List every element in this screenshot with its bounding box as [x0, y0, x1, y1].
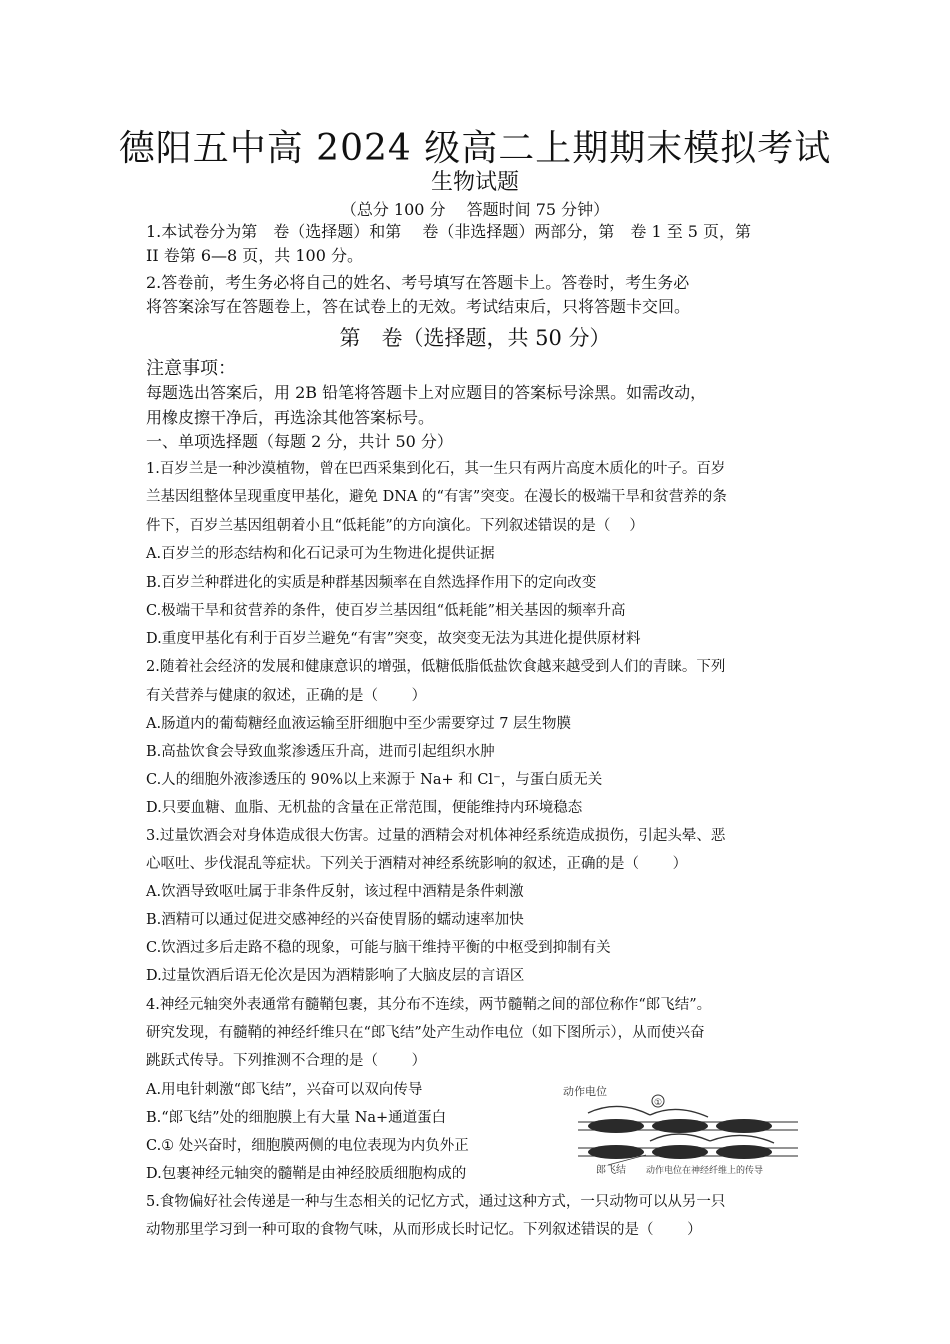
section-title: 第 卷（选择题，共 50 分）	[339, 326, 611, 350]
figure-circle-label: ①	[653, 1098, 663, 1108]
option-c: C.人的细胞外液渗透压的 90%以上来源于 Na+ 和 Cl⁻，与蛋白质无关	[146, 772, 603, 788]
question-stem: 跳跃式传导。下列推测不合理的是（ ）	[146, 1053, 427, 1069]
option-a: A.肠道内的葡萄糖经血液运输至肝细胞中至少需要穿过 7 层生物膜	[146, 716, 572, 732]
question-stem: 4.神经元轴突外表通常有髓鞘包裹，其分布不连续，两节髓鞘之间的部位称作“郎飞结”。	[146, 997, 712, 1013]
option-d: D.只要血糖、血脂、无机盐的含量在正常范围，便能维持内环境稳态	[146, 800, 583, 816]
option-a: A.用电针刺激“郎飞结”，兴奋可以双向传导	[146, 1082, 423, 1098]
question-stem: 1.百岁兰是一种沙漠植物，曾在巴西采集到化石，其一生只有两片高度木质化的叶子。百岁	[146, 461, 726, 477]
exam-title: 德阳五中高 2024 级高二上期期末模拟考试	[118, 128, 832, 169]
nerve-fiber-diagram	[558, 1085, 828, 1175]
instruction-line: 将答案涂写在答题卷上，答在试卷上的无效。考试结束后，只将答题卡交回。	[146, 297, 691, 316]
exam-subtitle: 生物试题	[430, 170, 519, 195]
part-heading: 一、单项选择题（每题 2 分，共计 50 分）	[146, 432, 453, 451]
figure-label-potential: 动作电位	[563, 1085, 607, 1098]
nerve-conduction-figure	[558, 1085, 828, 1175]
notice-line: 用橡皮擦干净后，再选涂其他答案标号。	[146, 408, 435, 427]
option-c: C.饮酒过多后走路不稳的现象，可能与脑干维持平衡的中枢受到抑制有关	[146, 940, 611, 956]
question-stem: 件下，百岁兰基因组朝着小且“低耗能”的方向演化。下列叙述错误的是（ ）	[146, 518, 644, 534]
figure-caption: 动作电位在神经纤维上的传导	[646, 1166, 764, 1175]
notice-line: 每题选出答案后，用 2B 铅笔将答题卡上对应题目的答案标号涂黑。如需改动，	[146, 383, 707, 402]
instruction-line: 1.本试卷分为第 卷（选择题）和第 卷（非选择题）两部分，第 卷 1 至 5 页，第	[146, 222, 752, 241]
question-stem: 有关营养与健康的叙述，正确的是（ ）	[146, 688, 427, 704]
option-d: D.包裹神经元轴突的髓鞘是由神经胶质细胞构成的	[146, 1166, 467, 1182]
question-stem: 兰基因组整体呈现重度甲基化，避免 DNA 的“有害”突变。在漫长的极端干旱和贫营养的条	[146, 489, 727, 505]
figure-label-node: 郎飞结	[596, 1165, 626, 1175]
option-b: B.酒精可以通过促进交感神经的兴奋使胃肠的蠕动速率加快	[146, 912, 524, 928]
question-stem: 心呕吐、步伐混乱等症状。下列关于酒精对神经系统影响的叙述，正确的是（ ）	[146, 856, 688, 872]
instruction-line: II 卷第 6—8 页，共 100 分。	[146, 246, 363, 265]
question-stem: 5.食物偏好社会传递是一种与生态相关的记忆方式，通过这种方式，一只动物可以从另一只	[146, 1194, 726, 1210]
instruction-line: 2.答卷前，考生务必将自己的姓名、考号填写在答题卡上。答卷时，考生务必	[146, 273, 690, 292]
option-a: A.饮酒导致呕吐属于非条件反射，该过程中酒精是条件刺激	[146, 884, 524, 900]
exam-meta: （总分 100 分 答题时间 75 分钟）	[340, 200, 610, 219]
question-stem: 研究发现，有髓鞘的神经纤维只在“郎飞结”处产生动作电位（如下图所示），从而使兴奋	[146, 1025, 705, 1041]
option-c: C.极端干旱和贫营养的条件，使百岁兰基因组“低耗能”相关基因的频率升高	[146, 603, 626, 619]
option-a: A.百岁兰的形态结构和化石记录可为生物进化提供证据	[146, 546, 495, 562]
question-stem: 动物那里学习到一种可取的食物气味，从而形成长时记忆。下列叙述错误的是（ ）	[146, 1222, 702, 1238]
option-c: C.① 处兴奋时，细胞膜两侧的电位表现为内负外正	[146, 1138, 469, 1154]
option-b: B.高盐饮食会导致血浆渗透压升高，进而引起组织水肿	[146, 744, 495, 760]
notice-heading: 注意事项：	[146, 358, 236, 379]
option-d: D.重度甲基化有利于百岁兰避免“有害”突变，故突变无法为其进化提供原材料	[146, 631, 641, 647]
option-b: B.“郎飞结”处的细胞膜上有大量 Na+通道蛋白	[146, 1110, 447, 1126]
option-b: B.百岁兰种群进化的实质是种群基因频率在自然选择作用下的定向改变	[146, 575, 597, 591]
question-stem: 3.过量饮酒会对身体造成很大伤害。过量的酒精会对机体神经系统造成损伤，引起头晕、恶	[146, 828, 726, 844]
option-d: D.过量饮酒后语无伦次是因为酒精影响了大脑皮层的言语区	[146, 968, 525, 984]
question-stem: 2.随着社会经济的发展和健康意识的增强，低糖低脂低盐饮食越来越受到人们的青睐。下列	[146, 659, 726, 675]
